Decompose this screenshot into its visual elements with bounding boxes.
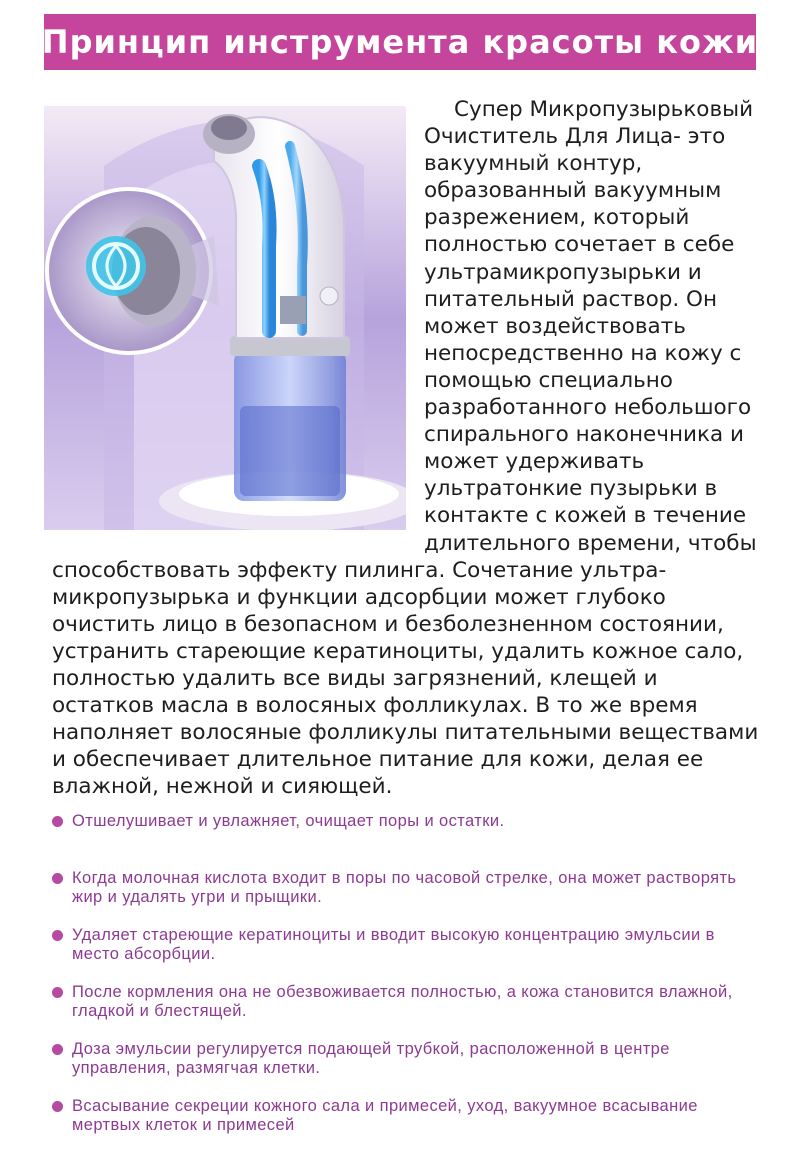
list-item (48, 1040, 762, 1097)
bullet-dot-icon (52, 930, 63, 941)
list-item (48, 926, 762, 983)
bullet-dot-icon (52, 873, 63, 884)
list-item (48, 812, 762, 869)
list-item (48, 983, 762, 1040)
title-banner (41, 14, 759, 70)
bullet-dot-icon (52, 816, 63, 827)
description-block (52, 96, 762, 800)
feature-text: Когда молочная кислота входит в поры по часовой стрелке, она может растворять жир и удалять угри и прыщики. (72, 869, 737, 906)
feature-text: Доза эмульсии регулируется подающей трубкой, расположенной в центре управления, размягчая клетки. (72, 1040, 670, 1077)
list-item (48, 1097, 762, 1154)
bullet-dot-icon (52, 987, 63, 998)
bullet-dot-icon (52, 1101, 63, 1112)
feature-text: Удаляет стареющие кератиноциты и вводит высокую концентрацию эмульсии в место абсорбции. (72, 926, 715, 963)
feature-text: После кормления она не обезвоживается полностью, а кожа становится влажной, гладкой и блестящей. (72, 983, 733, 1020)
features-list (48, 812, 762, 1154)
feature-text: Отшелушивает и увлажняет, очищает поры и остатки. (72, 812, 505, 830)
description-text: Супер Микропузырьковый Очиститель Для Лица- это вакуумный контур, образованный вакуумным разрежением, который полностью сочетает в себе ультрамикропузырьки и питательный раствор. Он может воздействовать непосредственно на кожу с помощью специально разработанного небольшого спирального наконечника и может удерживать ультратонкие пузырьки в контакте с кожей в течение длительного времени, чтобы способствовать эффекту пилинга. Сочетание ультра-микропузырька и функции адсорбции может глубоко очистить лицо в безопасном и безболезненном состоянии, устранить стареющие кератиноциты, удалить кожное сало, полностью удалить все виды загрязнений, клещей и остатков масла в волосяных фолликулах. В то же время наполняет волосяные фолликулы питательными веществами и обеспечивает длительное питание для кожи, делая ее влажной, нежной и сияющей. (52, 97, 759, 800)
list-item (48, 869, 762, 926)
bullet-dot-icon (52, 1044, 63, 1055)
page-title: Принцип инструмента красоты кожи (41, 23, 759, 61)
feature-text: Всасывание секреции кожного сала и примесей, уход, вакуумное всасывание мертвых клеток и примесей (72, 1097, 698, 1134)
